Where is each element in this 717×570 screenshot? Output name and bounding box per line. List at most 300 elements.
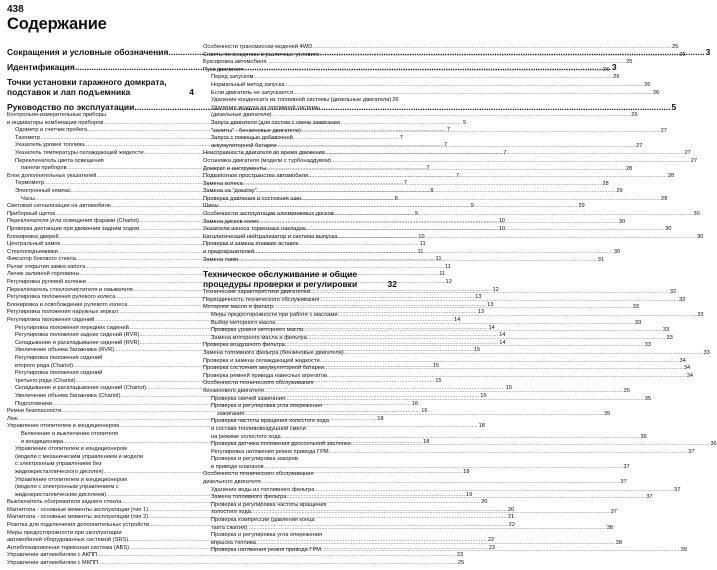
- toc-leader-dots: [324, 362, 683, 373]
- toc-entry-title: Магнитола - основные моменты эксплуатации (тип 1): [7, 506, 149, 513]
- toc-entry-title: Управление автомобилем с МКПП: [7, 560, 99, 567]
- toc-page-number: 22: [508, 522, 515, 529]
- toc-entry-title: подставок и лап подъемника: [7, 87, 131, 97]
- toc-entry-title: холостого хода: [211, 509, 251, 516]
- toc-entry[interactable]: [7, 431, 194, 439]
- toc-page-number: 26: [602, 66, 610, 73]
- toc-entry-title: Управление отопителем и кондиционером: [15, 476, 127, 483]
- toc-entry-title: Регулировка положения рулевого колеса: [7, 294, 116, 301]
- toc-section-heading[interactable]: [7, 77, 194, 87]
- toc-page-number: 15: [473, 347, 481, 354]
- toc-page-number: 8: [430, 187, 434, 194]
- toc-leader-dots: [320, 52, 679, 60]
- toc-entry-title: Центральный замок: [7, 241, 61, 248]
- toc-page-number: 16: [411, 400, 419, 407]
- toc-page-number: 11: [444, 263, 451, 270]
- toc-page-number: 37: [620, 479, 627, 486]
- toc-leader-dots: [301, 196, 660, 204]
- toc-page-number: 36: [640, 433, 647, 440]
- toc-leader-dots: [285, 339, 644, 350]
- toc-page-number: 27: [684, 150, 691, 157]
- toc-entry-title: Замена колеса: [203, 180, 243, 187]
- toc-page-number: 7: [399, 134, 403, 141]
- toc-page-number: 10: [498, 225, 506, 232]
- toc-page-number: 3: [705, 47, 711, 57]
- toc-page-number: 26: [652, 89, 660, 96]
- toc-entry[interactable]: [203, 517, 397, 525]
- toc-entry-title: Удаление конденсата из топливной системы (дизельные двигатели): [211, 97, 392, 104]
- page-number: 438: [7, 4, 24, 15]
- toc-leader-dots: [329, 449, 688, 457]
- toc-page-number: 34: [686, 372, 694, 379]
- toc-leader-dots: [251, 506, 610, 517]
- toc-leader-dots: [259, 219, 618, 227]
- toc-entry-title: такта сжатия): [211, 524, 248, 531]
- toc-entry[interactable]: [203, 203, 585, 211]
- toc-entry[interactable]: [203, 150, 691, 158]
- toc-entry-title: Регулировка положения сидений: [15, 370, 103, 377]
- toc-page-number: 20: [481, 499, 488, 506]
- toc-leader-dots: [266, 166, 625, 174]
- toc-entry-title: Ремни безопасности: [7, 408, 62, 415]
- toc-page-number: 4: [189, 87, 194, 97]
- toc-leader-dots: [281, 434, 640, 442]
- toc-entry-title: Лючок заливной горловины: [7, 271, 80, 278]
- toc-page-number: 15: [480, 392, 487, 399]
- toc-entry-title: процедуры проверки и регулировки: [203, 279, 358, 290]
- toc-entry-title: Стеклоподъемники: [7, 248, 58, 255]
- toc-page-number: 31: [597, 256, 605, 263]
- toc-entry-title: в приводе клапанов: [211, 463, 264, 470]
- toc-entry[interactable]: [203, 173, 675, 181]
- toc-entry-title: Рычаг открытия замка капота: [7, 263, 86, 270]
- toc-entry-title: Проверка компрессии (давления конца: [211, 517, 315, 524]
- toc-page-number: 29: [616, 188, 623, 195]
- toc-entry[interactable]: [7, 552, 464, 560]
- toc-leader-dots: [325, 150, 684, 158]
- toc-page-number: 25: [679, 51, 686, 58]
- toc-entry[interactable]: [7, 112, 194, 120]
- toc-page-number: 11: [439, 271, 446, 278]
- toc-page-number: 30: [693, 211, 700, 218]
- toc-page-number: 14: [488, 324, 495, 331]
- toc-page-number: 7: [503, 149, 507, 156]
- toc-entry-title: Шины: [203, 203, 219, 210]
- toc-entry-title: Тахометр: [15, 134, 40, 141]
- toc-leader-dots: [351, 438, 710, 449]
- toc-entry-title: автомобилей оборудованных системой (SRS): [7, 537, 129, 544]
- toc-page-number: 30: [697, 233, 704, 240]
- toc-page-number: 37: [688, 448, 695, 455]
- toc-entry[interactable]: [203, 44, 679, 52]
- toc-entry-title: Особенности трансмиссии моделей 4WD: [203, 44, 313, 50]
- toc-leader-dots: [284, 82, 643, 90]
- toc-page-number: 16: [421, 408, 428, 415]
- toc-entry-title: Технические характеристики двигателей: [203, 289, 311, 296]
- toc-entry[interactable]: [203, 211, 700, 219]
- toc-entry-title: Блок дополнительных указателей: [7, 172, 97, 179]
- toc-leader-dots: [219, 203, 578, 211]
- toc-page-number: 33: [697, 312, 704, 318]
- toc-page-number: 26: [392, 97, 399, 104]
- toc-entry-title: Увеличение объема багажника (RVR): [15, 347, 115, 354]
- toc-entry-title: Управление отопителем и кондиционером: [7, 423, 119, 430]
- toc-entry-title: Складывание и раскладывание сидений (RVR): [15, 339, 140, 346]
- toc-entry-title: Переключатель цвета освещения: [15, 157, 104, 164]
- toc-section-heading[interactable]: [203, 269, 397, 279]
- toc-leader-dots: [301, 128, 660, 136]
- toc-page-number: 28: [625, 165, 633, 172]
- toc-entry-title: Проверка свечей зажигания: [211, 395, 285, 402]
- toc-entry-title: впрыска топлива: [211, 539, 256, 546]
- toc-entry-title: Меры предосторожности при эксплуатации: [7, 529, 122, 536]
- toc-entry-title: Замена моторного масла и фильтра: [211, 334, 307, 341]
- toc-leader-dots: [334, 211, 693, 219]
- toc-entry-title: с электронным управлением без: [15, 461, 102, 468]
- toc-page-number: 21: [507, 514, 515, 521]
- toc-leader-dots: [331, 158, 690, 166]
- toc-entry-title: Проверка и регулировка зазоров: [211, 456, 298, 463]
- toc-entry-title: Переключатели угла освещения фарами (Chariot): [7, 218, 139, 225]
- toc-entry-title: и состава топливовоздушной смеси: [211, 425, 306, 432]
- toc-leader-dots: [312, 44, 671, 52]
- toc-leader-dots: [244, 411, 603, 419]
- toc-entry-title: Блокировка дверей: [7, 233, 59, 240]
- toc-entry-title: Проверка частоты вращения холостого хода: [211, 418, 329, 425]
- toc-entry-title: Магнитола - основные моменты эксплуатации (тип 2): [7, 514, 149, 521]
- toc-page-number: 7: [426, 165, 430, 172]
- toc-entry-title: и предохранителей: [203, 249, 255, 256]
- toc-entry-title: Часы: [21, 195, 35, 202]
- toc-entry[interactable]: [203, 195, 668, 204]
- toc-leader-dots: [98, 560, 457, 568]
- toc-page-number: 18: [463, 468, 470, 475]
- toc-entry-title: Если двигатель не запускается: [211, 89, 294, 96]
- toc-page-number: 9: [470, 203, 474, 210]
- toc-leader-dots: [319, 297, 678, 305]
- toc-entry[interactable]: [203, 135, 397, 143]
- toc-entry-title: Периодичность технического обслуживания: [203, 296, 320, 303]
- toc-entry-title: Идентификация: [7, 62, 75, 72]
- toc-page-number: 11: [435, 256, 442, 263]
- toc-page-number: 13: [477, 309, 485, 316]
- toc-entry-title: Удаление воздуха из топливной системы: [211, 104, 320, 111]
- toc-entry[interactable]: [7, 477, 194, 485]
- toc-page-number: 37: [674, 486, 681, 493]
- toc-entry-title: панели приборов: [21, 165, 67, 172]
- toc-entry-title: Люк: [7, 415, 18, 422]
- toc-entry-title: Проверка и регулировка частоты вращения: [211, 501, 327, 508]
- toc-leader-dots: [275, 320, 634, 328]
- toc-page-number: 35: [623, 387, 630, 394]
- toc-leader-dots: [320, 358, 679, 366]
- toc-entry[interactable]: [203, 502, 397, 510]
- toc-entry[interactable]: [203, 380, 397, 388]
- toc-page-number: 27: [660, 127, 667, 134]
- toc-leader-dots: [344, 350, 703, 358]
- toc-leader-dots: [276, 143, 635, 151]
- toc-entry-title: Нормальный метод запуска: [211, 81, 285, 88]
- toc-leader-dots: [338, 312, 697, 320]
- toc-entry-title: Проверка и замена плавких вставок: [203, 241, 299, 248]
- toc-entry-title: Замена топливного фильтра (бензиновые двигатели): [203, 349, 344, 356]
- toc-page-number: 14: [499, 332, 506, 339]
- toc-entry[interactable]: [203, 188, 623, 196]
- toc-page-number: 12: [492, 286, 499, 293]
- toc-entry-title: Указатель температуры охлаждающей жидкости: [15, 149, 144, 156]
- toc-leader-dots: [305, 226, 664, 234]
- toc-entry-title: Включение и выключение отопителя: [21, 430, 118, 437]
- toc-entry[interactable]: [203, 415, 397, 426]
- toc-entry-title: Регулировка положения передних сидений: [15, 324, 129, 331]
- toc-entry-title: Световая сигнализация на автомобиле: [7, 203, 111, 210]
- toc-entry[interactable]: [203, 471, 397, 479]
- toc-page-number: 33: [632, 304, 640, 311]
- toc-entry-title: Пуск двигателя: [203, 66, 244, 73]
- toc-entry-title: Выключатель обогревателя заднего стекла: [7, 499, 122, 506]
- toc-entry-title: Запуск двигателя (для систем с свечи зажигания: [211, 119, 340, 126]
- toc-page-number: 15: [432, 362, 440, 369]
- toc-entry-title: Блокировка и освобождение рулевого колеса: [7, 301, 128, 308]
- toc-entry-title: Остановка двигателя (модели с турбонаддувом): [203, 157, 332, 164]
- toc-entry[interactable]: [203, 66, 610, 75]
- toc-page-number: 34: [683, 365, 691, 372]
- toc-page-number: 11: [419, 241, 426, 248]
- toc-entry-title: Проверка и регулировка угла опережения: [211, 403, 323, 410]
- toc-entry-title: Одометр и счетчик пробега: [15, 127, 88, 134]
- toc-entry[interactable]: [203, 97, 397, 105]
- toc-page-number: 32: [387, 279, 397, 290]
- toc-page-number: 22: [487, 537, 495, 544]
- toc-page-number: 25: [671, 44, 679, 50]
- toc-leader-dots: [286, 491, 645, 502]
- toc-leader-dots: [273, 301, 632, 312]
- toc-entry-title: Удаление воды из топливного фильтра: [211, 486, 315, 493]
- toc-entry[interactable]: [203, 120, 397, 128]
- toc-entry[interactable]: [7, 454, 194, 462]
- toc-leader-dots: [253, 74, 612, 82]
- toc-entry-title: Точки установки гаражного домкрата,: [7, 77, 167, 87]
- toc-leader-dots: [254, 249, 613, 257]
- toc-entry[interactable]: [7, 461, 194, 469]
- toc-entry-title: жидкокристаллического дисплея): [15, 468, 104, 475]
- toc-entry[interactable]: [203, 105, 397, 113]
- toc-entry-title: Советы по вождению в различных условиях: [203, 51, 320, 58]
- toc-entry-title: Переключатель стеклоочистителя и омывателя: [7, 286, 133, 293]
- toc-entry-title: дизельного двигателя: [203, 479, 261, 486]
- toc-page-number: 27: [690, 157, 698, 164]
- toc-entry-title: Замена на "докатку": [203, 188, 257, 195]
- toc-page-number: 35: [644, 395, 652, 402]
- toc-entry[interactable]: [203, 448, 695, 457]
- toc-entry-title: Регулировка натяжения ремня привода ГРМ: [211, 448, 329, 455]
- toc-page-number: 25: [626, 59, 633, 66]
- toc-entry-title: Регулировка положения сидений: [15, 355, 103, 361]
- toc-page-number: 19: [465, 491, 473, 498]
- toc-entry-title: Сокращения и условные обозначения: [7, 47, 169, 57]
- toc-leader-dots: [256, 540, 615, 548]
- toc-page-number: 5: [463, 119, 467, 126]
- toc-page-number: 29: [660, 195, 668, 202]
- toc-entry-title: на режиме холостого хода: [211, 433, 281, 440]
- toc-leader-dots: [261, 479, 620, 487]
- toc-page-number: 14: [499, 339, 506, 346]
- toc-entry[interactable]: [203, 142, 643, 151]
- toc-page-number: 38: [606, 524, 614, 531]
- toc-entry[interactable]: [203, 81, 651, 90]
- toc-leader-dots: [327, 373, 686, 381]
- toc-entry-title: (дизельные двигатели): [211, 112, 272, 119]
- toc-page-number: 7: [403, 180, 408, 187]
- toc-entry-title: Антиблокировочная тормозная система (ABS): [7, 544, 130, 551]
- toc-leader-dots: [337, 234, 696, 242]
- toc-page-number: 20: [507, 506, 515, 513]
- toc-page-number: 10: [498, 218, 505, 225]
- toc-leader-dots: [257, 188, 616, 196]
- toc-page-number: 15: [505, 385, 513, 392]
- toc-entry-title: Буксировка автомобиля: [203, 59, 267, 66]
- toc-page-number: 13: [487, 301, 494, 308]
- toc-entry-title: Проверка дистанции при движении задним ходом: [7, 225, 140, 232]
- toc-entry[interactable]: [203, 127, 667, 136]
- toc-page-number: 18: [377, 415, 384, 422]
- toc-page-number: 26: [631, 112, 638, 119]
- toc-entry[interactable]: [203, 479, 627, 487]
- toc-section-heading[interactable]: [7, 87, 194, 97]
- toc-leader-dots: [264, 388, 623, 396]
- toc-page-number: 37: [623, 463, 630, 470]
- toc-section-heading[interactable]: [203, 279, 397, 289]
- toc-entry-title: (модели с механическим управлением и модели: [15, 453, 144, 460]
- toc-entry-title: Указатель уровня топлива: [15, 142, 85, 149]
- toc-page-number: 23: [488, 544, 496, 551]
- toc-page-number: 35: [603, 410, 611, 417]
- toc-entry[interactable]: [7, 158, 194, 166]
- toc-page-number: 15: [435, 377, 442, 384]
- toc-entry-title: Проверка натяжения ремня привода ГРМ: [211, 547, 321, 554]
- toc-entry-title: Фиксатор бокового стекла: [7, 256, 76, 263]
- toc-entry-title: Регулировка положения задних сидений (RVR): [15, 332, 140, 339]
- toc-page-number: 28: [602, 180, 609, 187]
- toc-page-number: 32: [679, 296, 686, 303]
- toc-entry-title: зажигания: [217, 410, 245, 417]
- toc-page-number: 11: [417, 248, 424, 255]
- toc-page-number: 7: [456, 172, 460, 179]
- toc-entry-title: Термометр: [15, 180, 45, 187]
- toc-entry[interactable]: [203, 456, 397, 464]
- toc-entry-title: и индикаторы комбинации приборов: [7, 119, 104, 126]
- toc-page-number: 33: [644, 342, 651, 349]
- toc-entry-title: Увеличение объема багажника (Chariot): [15, 392, 121, 399]
- toc-entry[interactable]: [7, 484, 194, 492]
- toc-entry-title: Проверка давления и состояния шин: [203, 195, 302, 202]
- toc-entry-title: Проверка состояния аккумуляторной батареи: [203, 365, 325, 372]
- toc-page-number: 38: [615, 539, 622, 546]
- toc-entry-title: Регулировка положения сидений: [7, 317, 95, 324]
- toc-entry-title: Подкапотное пространство автомобиля: [203, 173, 309, 180]
- toc-entry[interactable]: [203, 426, 397, 434]
- toc-entry-title: Управление автомобилем с АКПП: [7, 552, 98, 559]
- toc-leader-dots: [247, 525, 606, 533]
- toc-entry-title: Проверка ремней привода навесных агрегатов: [203, 372, 328, 379]
- toc-page-number: 37: [610, 509, 617, 516]
- toc-entry-title: Проверка уровня моторного масла: [211, 327, 304, 334]
- toc-entry[interactable]: [203, 165, 633, 174]
- toc-entry-title: Неисправности двигателя во время движения: [203, 150, 325, 157]
- toc-entry[interactable]: [203, 51, 686, 60]
- toc-entry-title: Проверка воздушного фильтра: [203, 342, 285, 349]
- toc-page-number: 26: [644, 81, 651, 88]
- toc-page-number: 30: [613, 249, 621, 256]
- toc-page-number: 25: [457, 560, 465, 567]
- toc-entry-title: Регулировка положения наружных зеркал: [7, 309, 118, 316]
- toc-entry[interactable]: [203, 241, 397, 249]
- toc-entry-title: Руководство по эксплуатации: [7, 102, 135, 112]
- toc-entry-title: жидкокристаллическим дисплеем): [15, 491, 107, 498]
- toc-entry[interactable]: [203, 403, 397, 411]
- toc-leader-dots: [303, 324, 662, 335]
- toc-entry-title: Особенности технического обслуживания: [203, 380, 314, 387]
- toc-entry-title: Особенности эксплуатации алюминиевых дисков: [203, 211, 334, 218]
- toc-page-number: 30: [618, 218, 626, 225]
- toc-entry[interactable]: [203, 180, 609, 189]
- toc-entry-title: Выбор моторного масла: [211, 319, 276, 326]
- toc-leader-dots: [238, 257, 597, 265]
- toc-page-number: 18: [478, 423, 485, 430]
- toc-page-number: 10: [418, 233, 425, 240]
- toc-page-number: 28: [667, 173, 675, 180]
- toc-page-number: 18: [423, 438, 430, 445]
- toc-entry[interactable]: [203, 74, 620, 82]
- toc-entry-title: Замена ламп: [203, 256, 239, 263]
- toc-entry[interactable]: [7, 560, 465, 568]
- toc-entry[interactable]: [203, 112, 638, 120]
- toc-page-number: 33: [634, 319, 642, 326]
- toc-page-number: 37: [646, 494, 653, 501]
- toc-leader-dots: [307, 335, 666, 343]
- toc-page-number: 23: [456, 552, 464, 559]
- toc-entry[interactable]: [203, 59, 633, 67]
- toc-page-number: 5: [671, 102, 677, 112]
- toc-entry[interactable]: [7, 446, 194, 454]
- toc-entry-title: Замена топливного фильтра: [211, 494, 287, 501]
- toc-entry-title: Домкрат и инструменты: [203, 165, 267, 172]
- toc-entry-title: (модели с электронным управлением с: [15, 484, 119, 491]
- toc-page-number: 32: [669, 289, 677, 296]
- toc-leader-dots: [321, 544, 680, 555]
- toc-page-number: 14: [453, 317, 461, 324]
- toc-leader-dots: [308, 173, 667, 181]
- toc-leader-dots: [264, 464, 623, 472]
- toc-entry[interactable]: [7, 355, 194, 363]
- toc-leader-dots: [314, 487, 673, 495]
- page-title: Содержание: [7, 15, 107, 33]
- toc-entry-title: Приборный щиток: [7, 210, 56, 217]
- toc-page-number: 34: [679, 357, 686, 364]
- toc-leader-dots: [243, 181, 602, 189]
- toc-page-number: 29: [578, 203, 585, 210]
- toc-entry-title: и кондиционера: [21, 438, 64, 445]
- toc-entry[interactable]: [7, 370, 194, 378]
- toc-entry-title: Меры предосторожности при работе с маслами: [211, 312, 338, 318]
- toc-entry-title: Контрольно-измерительные приборы: [7, 112, 106, 118]
- toc-page-number: 12: [445, 279, 452, 286]
- toc-page-number: 39: [680, 547, 687, 554]
- toc-entry[interactable]: [203, 532, 397, 540]
- toc-entry[interactable]: [203, 157, 698, 166]
- toc-entry-title: Регулировка рулевой колонки: [7, 279, 86, 286]
- toc-page-number: 8: [394, 195, 398, 202]
